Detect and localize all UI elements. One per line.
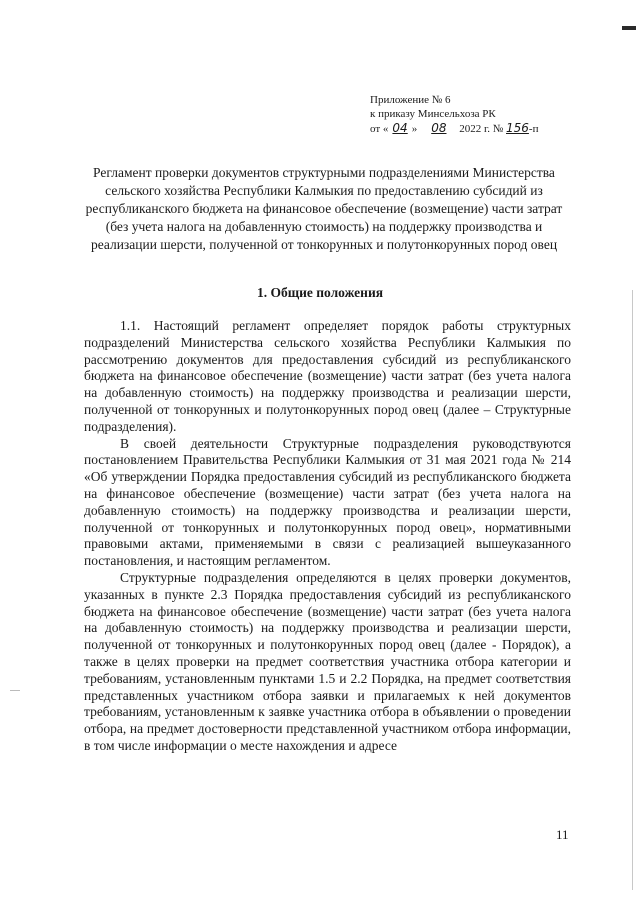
annex-date-month: 08: [431, 121, 447, 135]
page-number: 11: [556, 827, 569, 842]
scan-speck: [10, 690, 20, 691]
annex-date-day: 04: [392, 121, 408, 135]
document-body: [84, 318, 571, 755]
annex-date-day-close: »: [411, 123, 418, 135]
annex-date-line: [370, 121, 538, 136]
annex-year: 2022 г. №: [459, 123, 504, 135]
annex-header: [370, 93, 538, 136]
paragraph-3: Структурные подразделения определяются в целях проверки документов, указанных в пункте 2.3 Порядка предоставления субсидий из республиканского бюджета на финансовое обеспечение (возмещение) части затрат (без учета налога на добавленную стоимость) на поддержку производства и реализации шерсти, полученной от тонкорунных и полутонкорунных пород овец (далее - Порядок), а также в целях проверки на предмет соответствия участника отбора категории и требованиям, установленным пунктами 1.5 и 2.2 Порядка, на предмет соответствия представленных участником отбора заявки и прилагаемых к ней документов требованиям, установленным к заявке участника отбора в объявлении о проведении отбора, на предмет достоверности представленной участником отбора информации, в том числе информации о месте нахождения и адресе: [84, 569, 571, 753]
paragraph-1: 1.1. Настоящий регламент определяет порядок работы структурных подразделений Министерства сельского хозяйства Республики Калмыкия по рассмотрению документов для предоставления субсидий из республиканского бюджета на финансовое обеспечение (возмещение) части затрат (без учета налога на добавленную стоимость) на поддержку производства и реализации шерсти, полученной от тонкорунных и полутонкорунных пород овец (далее – Структурные подразделения).: [84, 318, 571, 434]
annex-order-suffix: -п: [528, 123, 539, 135]
scan-edge-line: [632, 290, 633, 890]
annex-order-ref: к приказу Минсельхоза РК: [370, 108, 496, 120]
annex-number: Приложение № 6: [370, 94, 451, 106]
section-heading: 1. Общие положения: [256, 285, 384, 300]
scan-edge-mark: [622, 26, 636, 30]
annex-order-number: 156: [506, 121, 529, 135]
paragraph-2: В своей деятельности Структурные подразделения руководствуются постановлением Правительства Республики Калмыкия от 31 мая 2021 года № 214 «Об утверждении Порядка предоставления субсидий из республиканского бюджета на финансовое обеспечение (возмещение) части затрат (без учета налога на добавленную стоимость) на поддержку производства и реализации шерсти, полученной от тонкорунных и полутонкорунных пород овец», нормативными правовыми актами, применяемыми в связи с реализацией вышеуказанного постановления, и настоящим регламентом.: [84, 435, 571, 569]
annex-date-prefix: от «: [370, 123, 389, 135]
document-title: Регламент проверки документов структурными подразделениями Министерства сельского хозяйства Республики Калмыкия по предоставлению субсидий из республиканского бюджета на финансовое обеспечение (возмещение) части затрат (без учета налога на добавленную стоимость) на поддержку производства и реализации шерсти, полученной от тонкорунных и полутонкорунных пород овец: [85, 165, 563, 252]
